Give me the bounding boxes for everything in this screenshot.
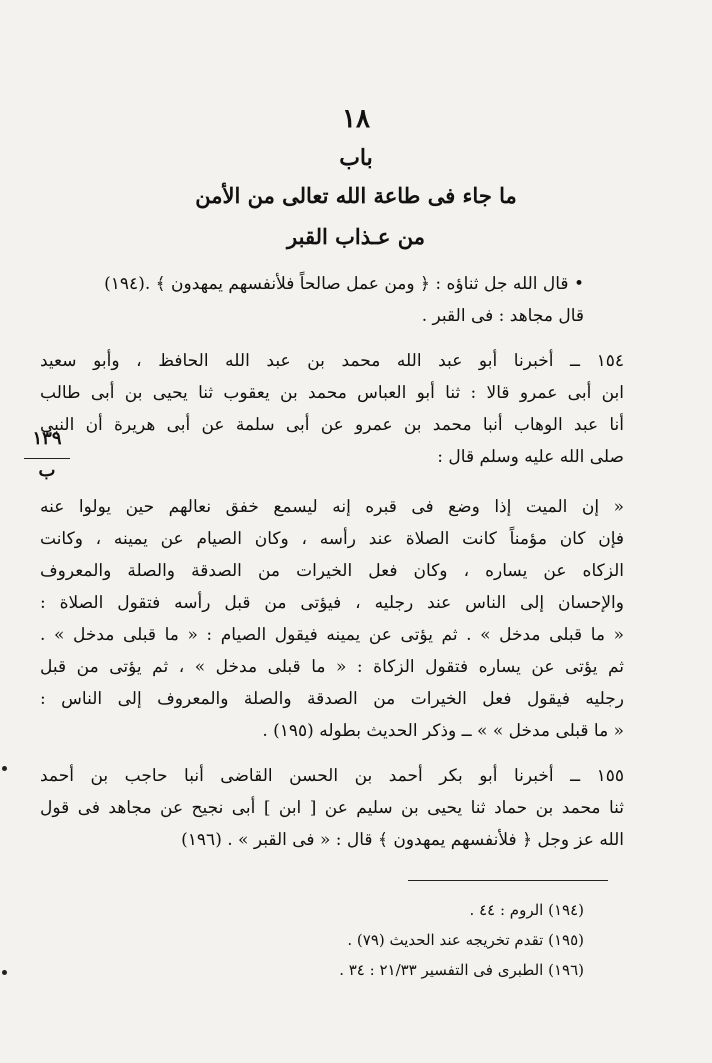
text-line: صلى الله عليه وسلم قال : (437, 447, 624, 467)
text-line: ابن أبى عمرو قالا : ثنا أبو العباس محمد بن يعقوب ثنا يحيى بن أبى طالب (40, 383, 624, 403)
intro-line: قال مجاهد : فى القبر . (421, 306, 584, 326)
scan-mark (2, 970, 7, 975)
hadith-155 (40, 760, 624, 856)
scan-mark (2, 766, 7, 771)
text-line: « ما قبلى مدخل » . ثم يؤتى عن يمينه فيقول الصيام : « ما قبلى مدخل » . (40, 625, 624, 645)
text-line: والإحسان إلى الناس عند رجليه ، فيؤتى من قبل رأسه فتقول الصلاة : (40, 593, 624, 613)
footnote-divider (408, 880, 608, 881)
hadith-154-isnad (40, 345, 624, 473)
text-line: أنا عبد الوهاب أنبا محمد بن عمرو عن أبى سلمة عن أبى هريرة أن النبى (40, 415, 624, 435)
text-line: الزكاه عن يساره ، وكان فعل الخيرات من الصدقة والصلة والمعروف (40, 561, 624, 581)
text-line: فإن كان مؤمناً كانت الصلاة عند رأسه ، وكان الصيام عن يمينه ، وكانت (40, 529, 624, 549)
footnotes (339, 895, 584, 985)
footnote: (١٩٦) الطبرى فى التفسير ٢١/٣٣ : ٣٤ . (339, 961, 584, 979)
text-line: « ما قبلى مدخل » » ــ وذكر الحديث بطوله (١٩٥) . (262, 721, 624, 741)
text-line: الله عز وجل ﴿ فلأنفسهم يمهدون ﴾ قال : « فى القبر » . (١٩٦) (181, 830, 624, 850)
text-line: ١٥٤ ــ أخبرنا أبو عبد الله محمد بن عبد الله الحافظ ، وأبو سعيد (40, 351, 624, 371)
chapter-number: ١٨ (342, 104, 370, 134)
section-label: باب (339, 145, 373, 171)
hadith-154-matn (40, 491, 624, 747)
chapter-title-line-2: من عـذاب القبر (287, 224, 425, 249)
intro-line: • قال الله جل ثناؤه : ﴿ ومن عمل صالحاً فلأنفسهم يمهدون ﴾ .(١٩٤) (104, 274, 584, 294)
margin-folio-side: ب (38, 460, 56, 481)
text-line: رجليه فيقول فعل الخيرات من الصدقة والصلة والمعروف إلى الناس : (40, 689, 624, 709)
text-line: « إن الميت إذا وضع فى قبره إنه ليسمع خفق نعالهم حين يولوا عنه (40, 497, 624, 517)
footnote: (١٩٤) الروم : ٤٤ . (469, 901, 584, 919)
intro-block (95, 268, 584, 332)
text-line: ثنا محمد بن حماد ثنا يحيى بن سليم عن [ ابن ] أبى نجيح عن مجاهد فى قول (40, 798, 624, 818)
chapter-title-line-1: ما جاء فى طاعة الله تعالى من الأمن (195, 183, 517, 208)
text-line: ثم يؤتى عن يساره فتقول الزكاة : « ما قبلى مدخل » ، ثم يؤتى من قبل (40, 657, 624, 677)
margin-folio-number: ١٣٩ (32, 428, 62, 449)
footnote: (١٩٥) تقدم تخريجه عند الحديث (٧٩) . (347, 931, 584, 949)
text-line: ١٥٥ ــ أخبرنا أبو بكر أحمد بن الحسن القاضى أنبا حاجب بن أحمد (40, 766, 624, 786)
margin-divider (24, 458, 70, 459)
